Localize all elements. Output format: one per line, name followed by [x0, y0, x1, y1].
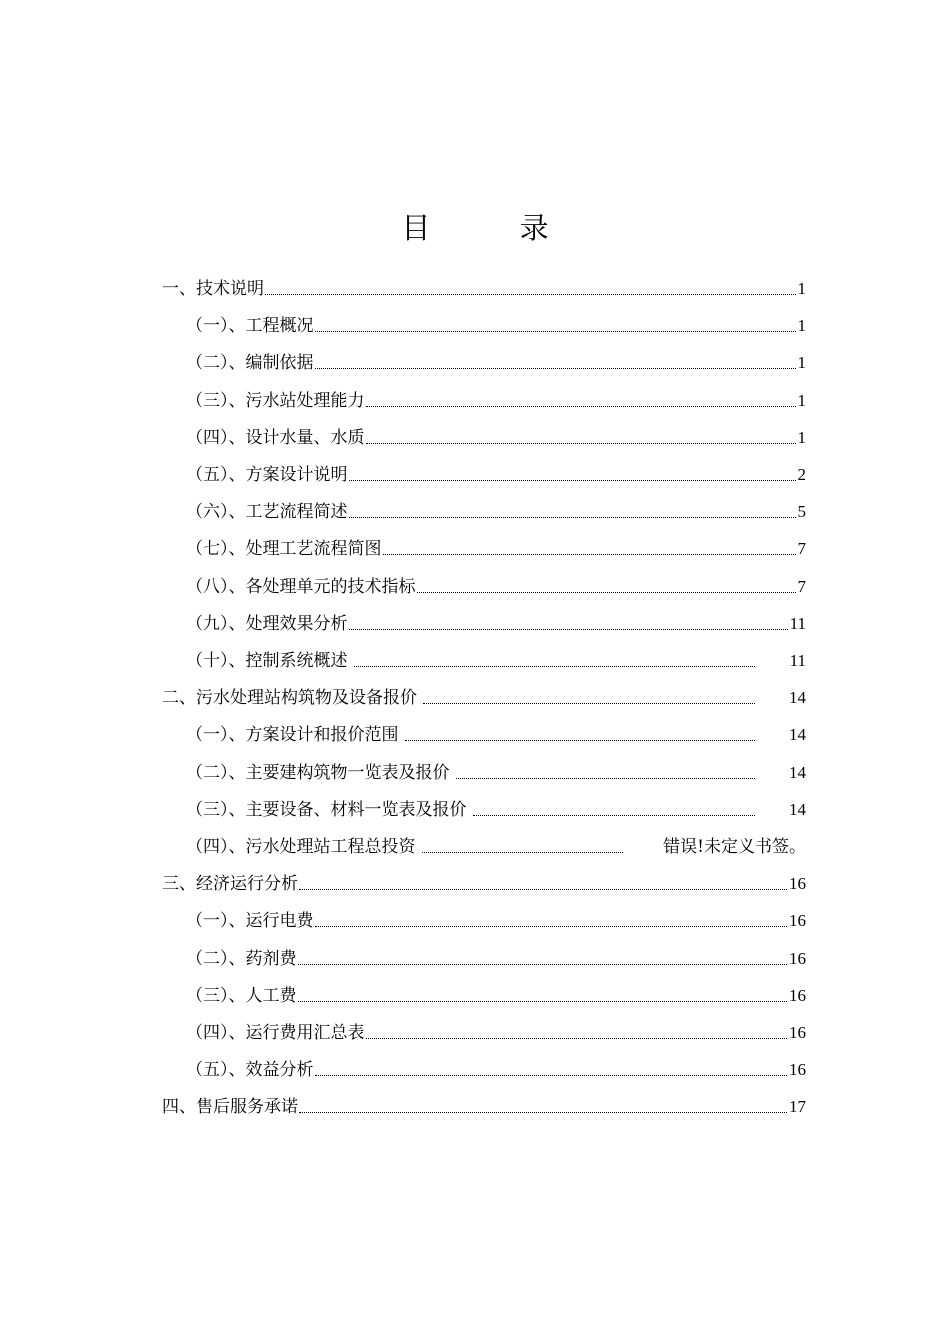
toc-subsection-entry[interactable]: [186, 450, 806, 486]
toc-bookmark-error: 错误!未定义书签。: [663, 837, 806, 857]
toc-dot-leader: [417, 591, 796, 593]
toc-subsection-entry[interactable]: [186, 599, 806, 635]
toc-page-number: 14: [789, 762, 806, 782]
toc-dot-leader: [299, 1111, 787, 1113]
toc-entry-label: （五）、方案设计说明: [186, 465, 348, 485]
toc-entry-label: （十）、控制系统概述: [186, 651, 348, 671]
toc-page-number: 7: [797, 576, 806, 596]
toc-entry-label: 二、污水处理站构筑物及设备报价: [162, 688, 417, 709]
toc-entry-label: 三、经济运行分析: [162, 874, 298, 895]
toc-dot-leader: [298, 1000, 788, 1002]
toc-subsection-entry[interactable]: [186, 710, 806, 746]
toc-entry-label: （二）、药剂费: [186, 948, 297, 969]
toc-entry-label: （九）、处理效果分析: [186, 613, 348, 634]
toc-dot-leader: [366, 405, 796, 407]
toc-dot-leader: [383, 553, 796, 555]
toc-dot-leader: [422, 851, 624, 853]
toc-subsection-entry[interactable]: [186, 338, 806, 374]
toc-entry-label: （四）、污水处理站工程总投资: [186, 837, 416, 857]
toc-entry-label: （二）、编制依据: [186, 353, 314, 374]
toc-entry-label: （五）、效益分析: [186, 1060, 314, 1081]
toc-subsection-entry[interactable]: [186, 636, 806, 672]
toc-entry-label: （三）、污水站处理能力: [186, 390, 365, 411]
toc-dot-leader: [349, 479, 796, 481]
toc-page-number: 16: [789, 948, 806, 968]
toc-entry-label: （八）、各处理单元的技术指标: [186, 576, 416, 597]
toc-page-number: 17: [789, 1097, 806, 1117]
toc-section-entry[interactable]: [162, 859, 806, 895]
toc-subsection-entry[interactable]: [186, 1045, 806, 1081]
toc-section-entry[interactable]: [162, 264, 806, 300]
toc-subsection-entry[interactable]: [186, 971, 806, 1007]
toc-page-number: 7: [797, 539, 806, 559]
toc-page-number: 16: [789, 911, 806, 931]
toc-subsection-entry[interactable]: [186, 934, 806, 970]
toc-entry-label: （四）、运行费用汇总表: [186, 1023, 365, 1043]
toc-entry-label: （三）、主要设备、材料一览表及报价: [186, 799, 467, 820]
toc-subsection-entry[interactable]: [186, 748, 806, 784]
toc-page-number: 16: [789, 985, 806, 1005]
toc-section-entry[interactable]: [162, 1082, 806, 1118]
toc-subsection-entry[interactable]: [186, 785, 806, 821]
page-title: 目 录: [401, 211, 589, 245]
toc-dot-leader: [299, 888, 787, 890]
toc-page-number: 1: [797, 427, 806, 447]
toc-entry-label: （七）、处理工艺流程简图: [186, 539, 382, 560]
toc-dot-leader: [315, 330, 796, 332]
toc-page-number: 14: [789, 725, 806, 745]
toc-subsection-entry[interactable]: [186, 822, 806, 858]
toc-subsection-entry[interactable]: [186, 1008, 806, 1044]
toc-dot-leader: [298, 963, 788, 965]
toc-entry-label: 四、售后服务承诺: [162, 1097, 298, 1118]
toc-dot-leader: [473, 814, 756, 816]
toc-entry-label: （二）、主要建构筑物一览表及报价: [186, 762, 450, 783]
toc-dot-leader: [349, 516, 796, 518]
toc-page-number: 16: [789, 1023, 806, 1042]
toc-entry-label: （三）、人工费: [186, 985, 297, 1006]
toc-page-number: 11: [789, 651, 806, 670]
toc-dot-leader: [349, 628, 788, 630]
toc-subsection-entry[interactable]: [186, 413, 806, 449]
toc-entry-label: （六）、工艺流程简述: [186, 502, 348, 523]
toc-page-number: 14: [789, 688, 806, 708]
toc-subsection-entry[interactable]: [186, 562, 806, 598]
toc-entry-label: （一）、运行电费: [186, 911, 314, 932]
toc-dot-leader: [315, 367, 796, 369]
toc-page-number: 1: [797, 279, 806, 298]
toc-dot-leader: [405, 739, 756, 741]
toc-dot-leader: [366, 1037, 788, 1039]
toc-dot-leader: [265, 293, 796, 295]
toc-page-number: 16: [789, 874, 806, 894]
toc-page-number: 11: [789, 613, 806, 633]
toc-entry-label: （一）、工程概况: [186, 316, 314, 337]
toc-page-number: 5: [797, 502, 806, 522]
toc-dot-leader: [366, 442, 796, 444]
toc-subsection-entry[interactable]: [186, 487, 806, 523]
toc-page-number: 1: [797, 353, 806, 373]
toc-section-entry[interactable]: [162, 673, 806, 709]
toc-subsection-entry[interactable]: [186, 524, 806, 560]
toc-dot-leader: [423, 702, 755, 704]
toc-entry-label: （四）、设计水量、水质: [186, 427, 365, 448]
toc-page-number: 16: [789, 1060, 806, 1080]
toc-dot-leader: [315, 925, 788, 927]
toc-dot-leader: [456, 777, 756, 779]
toc-subsection-entry[interactable]: [186, 896, 806, 932]
toc-page-number: 2: [797, 465, 806, 484]
toc-page-number: 1: [797, 390, 806, 410]
toc-entry-label: 一、技术说明: [162, 279, 264, 299]
toc-subsection-entry[interactable]: [186, 301, 806, 337]
toc-entry-label: （一）、方案设计和报价范围: [186, 725, 399, 746]
toc-dot-leader: [354, 665, 756, 667]
toc-dot-leader: [315, 1074, 788, 1076]
toc-page-number: 14: [789, 799, 806, 819]
toc-subsection-entry[interactable]: [186, 376, 806, 412]
toc-page-number: 1: [797, 316, 806, 336]
